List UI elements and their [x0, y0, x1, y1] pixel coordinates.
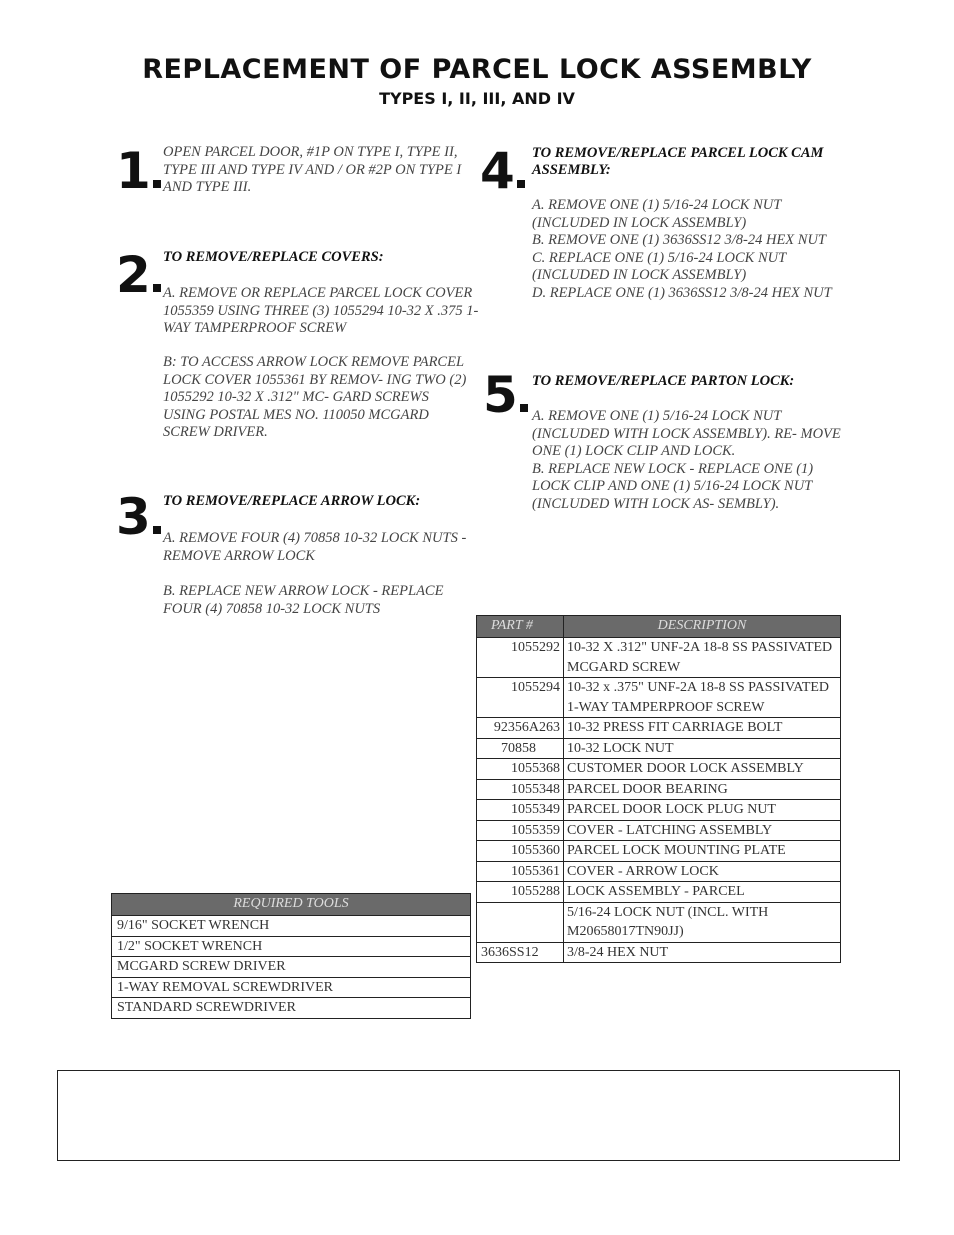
required-tools-header: REQUIRED TOOLS — [112, 894, 471, 916]
table-row — [477, 718, 841, 739]
table-row — [112, 916, 471, 937]
notes-box — [57, 1070, 900, 1161]
tool-name: STANDARD SCREWDRIVER — [112, 998, 471, 1019]
part-number: 1055288 — [477, 882, 564, 903]
part-number — [477, 902, 564, 942]
part-description: PARCEL DOOR BEARING — [564, 779, 841, 800]
table-row — [477, 882, 841, 903]
step-3-heading: TO REMOVE/REPLACE ARROW LOCK: — [163, 493, 421, 509]
part-number: 1055361 — [477, 861, 564, 882]
part-description: LOCK ASSEMBLY - PARCEL — [564, 882, 841, 903]
step-5-number: 5 — [483, 370, 528, 420]
part-number: 1055348 — [477, 779, 564, 800]
table-row — [477, 841, 841, 862]
part-number: 1055360 — [477, 841, 564, 862]
table-row — [112, 936, 471, 957]
part-description: COVER - LATCHING ASSEMBLY — [564, 820, 841, 841]
tool-name: 1-WAY REMOVAL SCREWDRIVER — [112, 977, 471, 998]
part-description: 10-32 X .312" UNF-2A 18-8 SS PASSIVATED MCGARD SCREW — [564, 638, 841, 678]
page-subtitle: TYPES I, II, III, AND IV — [379, 89, 575, 108]
table-row — [112, 957, 471, 978]
step-1-number: 1 — [116, 146, 161, 196]
part-description: 10-32 x .375" UNF-2A 18-8 SS PASSIVATED 1-WAY TAMPERPROOF SCREW — [564, 678, 841, 718]
parts-table-header — [477, 616, 841, 638]
step-2-text-a: A. REMOVE OR REPLACE PARCEL LOCK COVER 1055359 USING THREE (3) 1055294 10-32 X .375 1-WAY TAMPERPROOF SCREW — [163, 285, 479, 336]
step-5-text: A. REMOVE ONE (1) 5/16-24 LOCK NUT (INCLUDED WITH LOCK ASSEMBLY). RE- MOVE ONE (1) LOCK CLIP AND LOCK. B. REPLACE NEW LOCK - REPLACE ONE (1) LOCK CLIP AND ONE (1) 5/16-24 LOCK NUT (INCLUDED WITH LOCK AS- SEMBLY). — [532, 408, 841, 512]
table-row — [112, 998, 471, 1019]
part-description: 3/8-24 HEX NUT — [564, 942, 841, 963]
step-3-number: 3 — [116, 492, 161, 542]
tool-name: MCGARD SCREW DRIVER — [112, 957, 471, 978]
page-title: REPLACEMENT OF PARCEL LOCK ASSEMBLY — [142, 54, 812, 85]
part-description: COVER - ARROW LOCK — [564, 861, 841, 882]
step-3-text-a: A. REMOVE FOUR (4) 70858 10-32 LOCK NUTS - REMOVE ARROW LOCK — [163, 530, 467, 564]
parts-table — [476, 615, 841, 963]
table-row — [112, 977, 471, 998]
tool-name: 1/2" SOCKET WRENCH — [112, 936, 471, 957]
part-description: PARCEL DOOR LOCK PLUG NUT — [564, 800, 841, 821]
tools-table-header — [112, 894, 471, 916]
table-row — [477, 738, 841, 759]
table-row — [477, 759, 841, 780]
part-description: 5/16-24 LOCK NUT (INCL. WITH M20658017TN90JJ) — [564, 902, 841, 942]
table-row — [477, 942, 841, 963]
part-number: 70858 — [477, 738, 564, 759]
description-header: DESCRIPTION — [564, 616, 841, 638]
step-1-text: OPEN PARCEL DOOR, #1P ON TYPE I, TYPE II, TYPE III AND TYPE IV AND / OR #2P ON TYPE I AND TYPE III. — [163, 144, 462, 195]
step-2-number: 2 — [116, 250, 161, 300]
part-description: PARCEL LOCK MOUNTING PLATE — [564, 841, 841, 862]
table-row — [477, 861, 841, 882]
step-5-heading: TO REMOVE/REPLACE PARTON LOCK: — [532, 373, 795, 389]
part-number: 3636SS12 — [477, 942, 564, 963]
part-number: 1055349 — [477, 800, 564, 821]
step-2-text-b: B: TO ACCESS ARROW LOCK REMOVE PARCEL LOCK COVER 1055361 BY REMOV- ING TWO (2) 1055292 10-32 X .312" MC- GARD SCREWS USING POSTAL MES NO. 110050 MCGARD SCREW DRIVER. — [163, 354, 467, 440]
required-tools-table — [111, 893, 471, 1019]
table-row — [477, 779, 841, 800]
part-number: 1055292 — [477, 638, 564, 678]
part-number: 92356A263 — [477, 718, 564, 739]
part-number-header: PART # — [477, 616, 564, 638]
table-row — [477, 800, 841, 821]
table-row — [477, 678, 841, 718]
part-description: 10-32 PRESS FIT CARRIAGE BOLT — [564, 718, 841, 739]
step-3-text-b: B. REPLACE NEW ARROW LOCK - REPLACE FOUR (4) 70858 10-32 LOCK NUTS — [163, 583, 444, 617]
part-description: CUSTOMER DOOR LOCK ASSEMBLY — [564, 759, 841, 780]
part-number: 1055359 — [477, 820, 564, 841]
step-4-heading: TO REMOVE/REPLACE PARCEL LOCK CAM ASSEMBLY: — [532, 145, 824, 178]
table-row — [477, 638, 841, 678]
part-number: 1055368 — [477, 759, 564, 780]
table-row — [477, 820, 841, 841]
step-2-heading: TO REMOVE/REPLACE COVERS: — [163, 249, 384, 265]
step-4-number: 4 — [480, 146, 525, 196]
step-4-text: A. REMOVE ONE (1) 5/16-24 LOCK NUT (INCLUDED IN LOCK ASSEMBLY) B. REMOVE ONE (1) 3636SS12 3/8-24 HEX NUT C. REPLACE ONE (1) 5/16-24 LOCK NUT (INCLUDED IN LOCK ASSEMBLY) D. REPLACE ONE (1) 3636SS12 3/8-24 HEX NUT — [532, 197, 832, 301]
part-description: 10-32 LOCK NUT — [564, 738, 841, 759]
tool-name: 9/16" SOCKET WRENCH — [112, 916, 471, 937]
part-number: 1055294 — [477, 678, 564, 718]
table-row — [477, 902, 841, 942]
